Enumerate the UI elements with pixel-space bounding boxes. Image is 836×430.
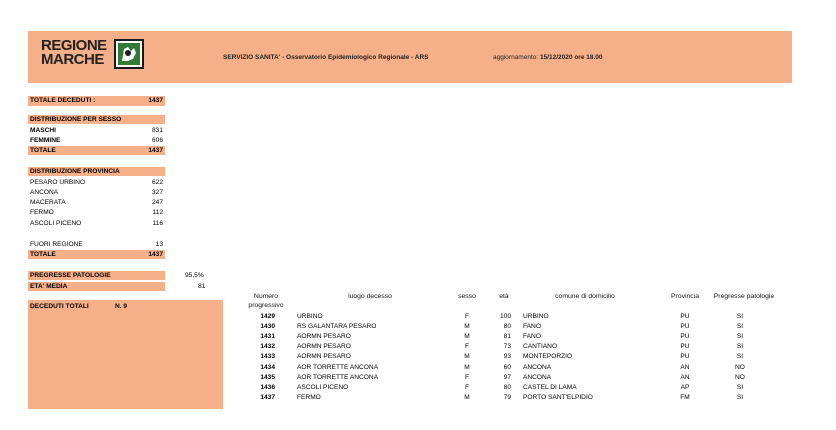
logo-line1: REGIONE <box>41 37 107 54</box>
update-timestamp <box>493 54 603 61</box>
cell-pat: NO <box>735 363 745 371</box>
provincia-total-label: TOTALE <box>30 251 56 258</box>
logo-line2: MARCHE <box>41 51 104 68</box>
provincia-value: 247 <box>151 199 163 206</box>
cell-eta: 60 <box>503 363 511 371</box>
cell-eta: 97 <box>503 373 511 381</box>
provincia-total-value: 1437 <box>148 251 163 258</box>
col-header-patologie: Pregresse patologie <box>713 293 775 300</box>
regione-marche-logo <box>39 37 147 75</box>
sesso-value: 831 <box>151 127 163 134</box>
cell-n: 1431 <box>260 333 275 341</box>
cell-n: 1432 <box>260 343 275 351</box>
cell-prov: AP <box>680 383 690 391</box>
cell-sesso: F <box>464 313 470 320</box>
cell-prov: PU <box>680 313 690 320</box>
cell-sesso: M <box>464 333 470 341</box>
cell-luogo: AORMN PESARO <box>297 333 351 341</box>
provincia-row <box>28 188 165 197</box>
provincia-title-label: DISTRIBUZIONE PROVINCIA <box>30 168 120 175</box>
cell-pat: SI <box>736 323 744 331</box>
col-header-eta: età <box>499 293 509 300</box>
cell-comune: PORTO SANT'ELPIDIO <box>523 393 593 401</box>
cell-pat: SI <box>736 353 744 361</box>
sesso-row-maschi <box>28 126 165 135</box>
cell-comune: CANTIANO <box>523 343 558 351</box>
provincia-value: 116 <box>152 220 163 227</box>
sesso-total-label: TOTALE <box>30 147 56 154</box>
cell-comune: FANO <box>523 333 541 341</box>
totale-deceduti-row <box>28 96 165 106</box>
service-title: SERVIZIO SANITA' - Osservatorio Epidemiologico Regionale - ARS <box>223 54 429 61</box>
fuori-regione-row <box>28 240 165 249</box>
cell-eta: 81 <box>503 333 511 341</box>
pregresse-label: PREGRESSE PATOLOGIE <box>30 272 111 279</box>
cell-comune: MONTEPORZIO <box>523 353 573 361</box>
cell-sesso: F <box>464 373 470 381</box>
cell-prov: AN <box>680 363 690 371</box>
cell-prov: FM <box>680 393 690 401</box>
eta-media-value: 81 <box>198 283 206 290</box>
sesso-row-femmine <box>28 136 165 145</box>
eta-media-label: ETA' MEDIA <box>30 283 68 290</box>
cell-pat: SI <box>736 383 744 391</box>
cell-luogo: RS GALANTARA PESARO <box>297 323 377 331</box>
provincia-label: PESARO URBINO <box>30 179 85 186</box>
cell-n: 1430 <box>260 323 275 331</box>
cell-luogo: AORMN PESARO <box>297 343 351 351</box>
provincia-value: 327 <box>151 189 163 196</box>
col-header-numero: Numero <box>253 293 279 300</box>
cell-comune: URBINO <box>523 313 549 320</box>
cell-sesso: F <box>464 343 470 351</box>
provincia-row <box>28 208 165 217</box>
cell-n: 1429 <box>260 313 275 320</box>
sesso-total-row <box>28 146 165 155</box>
provincia-title <box>28 167 165 176</box>
cell-luogo: FERMO <box>297 393 321 401</box>
cell-sesso: F <box>464 383 470 391</box>
provincia-label: MACERATA <box>30 199 66 206</box>
cell-prov: PU <box>680 343 690 351</box>
regional-emblem-icon <box>114 39 144 69</box>
cell-prov: PU <box>680 333 690 341</box>
fuori-regione-value: 13 <box>155 241 163 248</box>
cell-n: 1433 <box>260 353 275 361</box>
cell-n: 1435 <box>260 373 275 381</box>
totale-deceduti-label: TOTALE DECEDUTI : <box>30 97 96 104</box>
cell-pat: NO <box>735 373 745 381</box>
cell-eta: 80 <box>503 323 511 331</box>
cell-sesso: M <box>464 363 470 371</box>
cell-comune: FANO <box>523 323 541 331</box>
cell-comune: CASTEL DI LAMA <box>523 383 577 391</box>
provincia-row <box>28 198 165 207</box>
cell-prov: PU <box>680 323 690 331</box>
cell-eta: 93 <box>503 353 511 361</box>
cell-eta: 79 <box>503 393 511 401</box>
cell-prov: PU <box>680 353 690 361</box>
sesso-title-label: DISTRIBUZIONE PER SESSO <box>30 116 122 123</box>
cell-eta: 80 <box>503 383 511 391</box>
provincia-label: ANCONA <box>30 189 59 196</box>
sesso-title <box>28 115 165 124</box>
col-header-luogo: luogo decesso <box>348 293 392 300</box>
cell-comune: ANCONA <box>523 363 552 371</box>
deceduti-totali-n: N. 9 <box>115 303 128 310</box>
sesso-value: 606 <box>151 137 163 144</box>
cell-eta: 100 <box>499 313 511 320</box>
update-value: 15/12/2020 ore 18.00 <box>539 54 603 61</box>
cell-pat: SI <box>736 333 744 341</box>
provincia-total-row <box>28 250 165 259</box>
provincia-value: 622 <box>151 179 163 186</box>
update-label: aggiornamento: <box>493 54 539 61</box>
provincia-row <box>28 219 165 228</box>
col-header-progressivo: progressivo <box>248 302 284 309</box>
totale-deceduti-value: 1437 <box>148 97 163 104</box>
cell-luogo: URBINO <box>297 313 323 320</box>
cell-eta: 73 <box>503 343 511 351</box>
cell-pat: SI <box>736 343 744 351</box>
cell-n: 1436 <box>260 383 275 391</box>
cell-sesso: M <box>464 323 470 331</box>
cell-sesso: M <box>464 353 470 361</box>
sesso-label: FEMMINE <box>30 137 61 144</box>
deceduti-totali-block <box>28 300 223 409</box>
cell-pat: SI <box>736 313 744 320</box>
cell-sesso: M <box>464 393 470 401</box>
col-header-sesso: sesso <box>458 293 476 300</box>
provincia-row <box>28 178 165 187</box>
cell-pat: SI <box>736 393 744 401</box>
sesso-total-value: 1437 <box>148 147 163 154</box>
cell-n: 1437 <box>260 393 275 401</box>
provincia-value: 112 <box>152 209 163 216</box>
provincia-label: FERMO <box>30 209 54 216</box>
cell-luogo: AOR TORRETTE ANCONA <box>297 363 379 371</box>
cell-comune: ANCONA <box>523 373 552 381</box>
pregresse-value: 95,5% <box>185 272 204 279</box>
provincia-label: ASCOLI PICENO <box>30 220 82 227</box>
cell-luogo: AORMN PESARO <box>297 353 351 361</box>
cell-luogo: AOR TORRETTE ANCONA <box>297 373 379 381</box>
eta-media-row <box>28 282 165 291</box>
pregresse-row <box>28 271 165 280</box>
cell-luogo: ASCOLI PICENO <box>297 383 349 391</box>
sesso-label: MASCHI <box>30 127 57 134</box>
col-header-provincia: Provincia <box>671 293 699 300</box>
cell-prov: AN <box>680 373 690 381</box>
deceduti-totali-label: DECEDUTI TOTALI <box>30 303 89 310</box>
cell-n: 1434 <box>260 363 275 371</box>
fuori-regione-label: FUORI REGIONE <box>30 241 83 248</box>
col-header-comune: comune di domicilio <box>555 293 615 300</box>
